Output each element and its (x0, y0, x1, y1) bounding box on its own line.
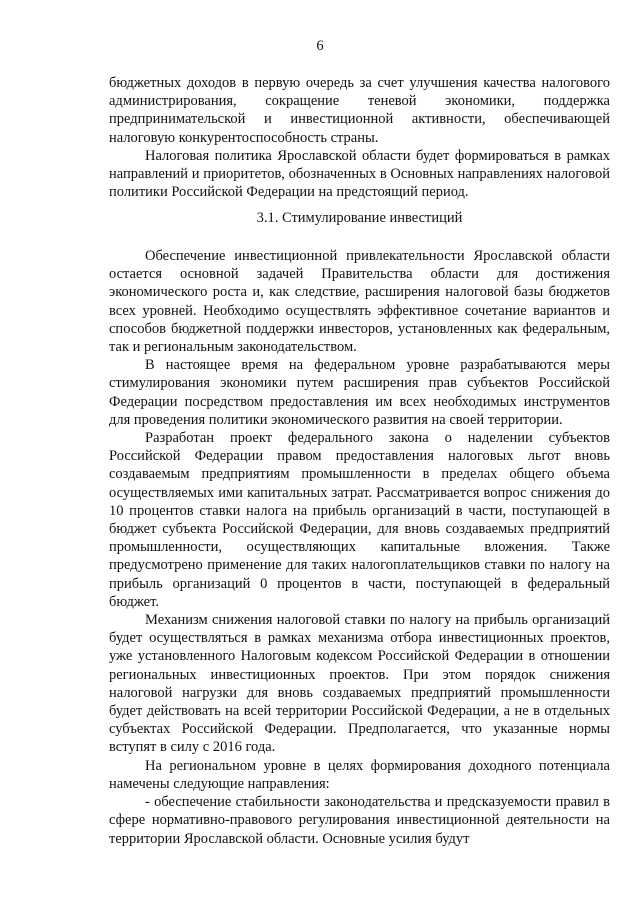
list-item: - обеспечение стабильности законодательства и предсказуемости правил в сфере нормативно-правового регулирования инвестиционной деятельности на территории Ярославской области. Основные усилия будут (109, 794, 610, 847)
paragraph: Обеспечение инвестиционной привлекательности Ярославской области остается основной задачей Правительства области для достижения экономического роста и, как следствие, расширения налоговой базы бюджетов всех уровней. Необходимо осуществлять эффективное сочетание вариантов и способов бюджетной поддержки инвесторов, установленных как федеральным, так и региональным законодательством. (109, 248, 610, 356)
section-text-block (109, 247, 610, 848)
section-heading: 3.1. Стимулирование инвестиций (256, 210, 463, 226)
paragraph-continued: бюджетных доходов в первую очередь за счет улучшения качества налогового администрирования, сокращение теневой экономики, поддержка предпринимательской и инвестиционной активности, обеспечивающей налоговую конкурентоспособность страны. (109, 75, 610, 146)
paragraph: Механизм снижения налоговой ставки по налогу на прибыль организаций будет осуществляться в рамках механизма отбора инвестиционных проектов, уже установленного Налоговым кодексом Российской Федерации в отношении региональных инвестиционных проектов. При этом порядок снижения налоговой нагрузки для вновь создаваемых предприятий промышленности будет действовать на всей территории Российской Федерации, а не в отдельных субъектах Российской Федерации. Предполагается, что указанные нормы вступят в силу с 2016 года. (109, 612, 610, 756)
intro-text-block (109, 74, 610, 201)
page-number: 6 (316, 38, 324, 54)
paragraph: В настоящее время на федеральном уровне разрабатываются меры стимулирования экономики путем расширения прав субъектов Российской Федерации посредством предоставления им всех необходимых инструментов для проведения политики экономического развития на своей территории. (109, 357, 610, 428)
paragraph: Разработан проект федерального закона о наделении субъектов Российской Федерации правом предоставления налоговых льгот вновь создаваемым предприятиям промышленности в пределах общего объема осуществляемых ими капитальных затрат. Рассматривается вопрос снижения до 10 процентов ставки налога на прибыль организаций в части, поступающей в бюджет субъекта Российской Федерации, для вновь создаваемых предприятий промышленности, осуществляющих капитальные вложения. Также предусмотрено применение для таких налогоплательщиков ставки по налогу на прибыль организаций 0 процентов в части, поступающей в федеральный бюджет. (109, 430, 610, 610)
paragraph: На региональном уровне в целях формирования доходного потенциала намечены следующие направления: (109, 757, 610, 792)
paragraph: Налоговая политика Ярославской области будет формироваться в рамках направлений и приоритетов, обозначенных в Основных направлениях налоговой политики Российской Федерации на предстоящий период. (109, 147, 610, 201)
